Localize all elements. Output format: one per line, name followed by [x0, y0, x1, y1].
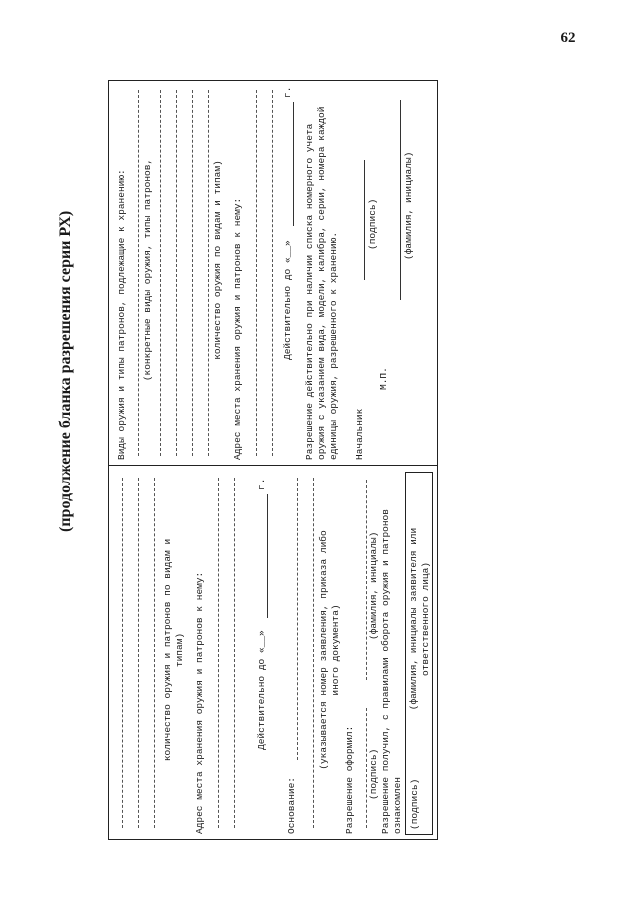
date-line — [293, 102, 294, 226]
basis-caption: (указывается номер заявления, приказа либо иного документа) — [318, 530, 341, 770]
fill-line — [122, 478, 123, 828]
applicant-caption: (фамилия, инициалы заявителя или ответственного лица) — [408, 527, 431, 711]
stamp-label: М.П. — [378, 367, 389, 390]
right-name-caption: (фамилия, инициалы) — [403, 151, 414, 260]
right-qty-caption: количество оружия по видам и типам) — [212, 160, 223, 360]
fill-line — [313, 478, 314, 828]
right-valid-until-label: Действительно до «__» — [282, 240, 293, 360]
fill-line — [234, 478, 235, 828]
date-line — [267, 494, 268, 618]
applicant-signature-caption: (подпись) — [409, 778, 420, 830]
name-line — [366, 480, 367, 680]
page-title: (продолжение бланка разрешения серии РХ) — [57, 210, 74, 532]
permit-form — [108, 80, 438, 840]
fill-line — [192, 90, 193, 456]
left-year-mark: г. — [256, 478, 267, 490]
left-qty-caption: количество оружия и патронов по видам и типам) — [162, 538, 185, 762]
signature-line — [364, 160, 365, 280]
panel-divider — [108, 465, 438, 466]
left-valid-until-label: Действительно до «__» — [256, 630, 267, 750]
fill-line — [218, 478, 219, 828]
fill-line — [297, 478, 298, 760]
basis-label: Основание: — [286, 776, 297, 834]
left-name-caption: (фамилия, инициалы) — [368, 531, 379, 640]
fill-line — [160, 90, 161, 456]
fill-line — [176, 90, 177, 456]
signature-line — [366, 708, 367, 828]
right-address-label: Адрес места хранения оружия и патронов к нему: — [232, 197, 243, 460]
weapon-types-label: Виды оружия и типы патронов, подлежащие к хранению: — [116, 169, 127, 460]
right-signature-caption: (подпись) — [367, 198, 378, 250]
fill-line — [138, 478, 139, 828]
right-year-mark: г. — [282, 86, 293, 98]
name-line — [400, 100, 401, 300]
fill-line — [272, 90, 273, 456]
received-text: Разрешение получил, с правилами оборота оружия и патронов ознакомлен — [380, 509, 403, 834]
left-signature-caption: (подпись) — [368, 748, 379, 800]
chief-label: Начальник — [354, 408, 365, 460]
fill-line — [256, 90, 257, 456]
validity-note: Разрешение действительно при наличии списка номерного учета оружия с указанием вида, модели, калибра, серии, номера каждой единицы оружия, разрешенного к хранению. — [304, 106, 339, 460]
fill-line — [208, 90, 209, 456]
left-address-label: Адрес места хранения оружия и патронов к нему: — [194, 571, 205, 834]
fill-line — [154, 478, 155, 828]
page-number: 62 — [560, 30, 576, 46]
applicant-box — [405, 472, 433, 835]
fill-line — [138, 90, 139, 456]
weapon-types-caption: (конкретные виды оружия, типы патронов, — [142, 158, 153, 382]
issued-by-label: Разрешение оформил: — [344, 725, 355, 834]
